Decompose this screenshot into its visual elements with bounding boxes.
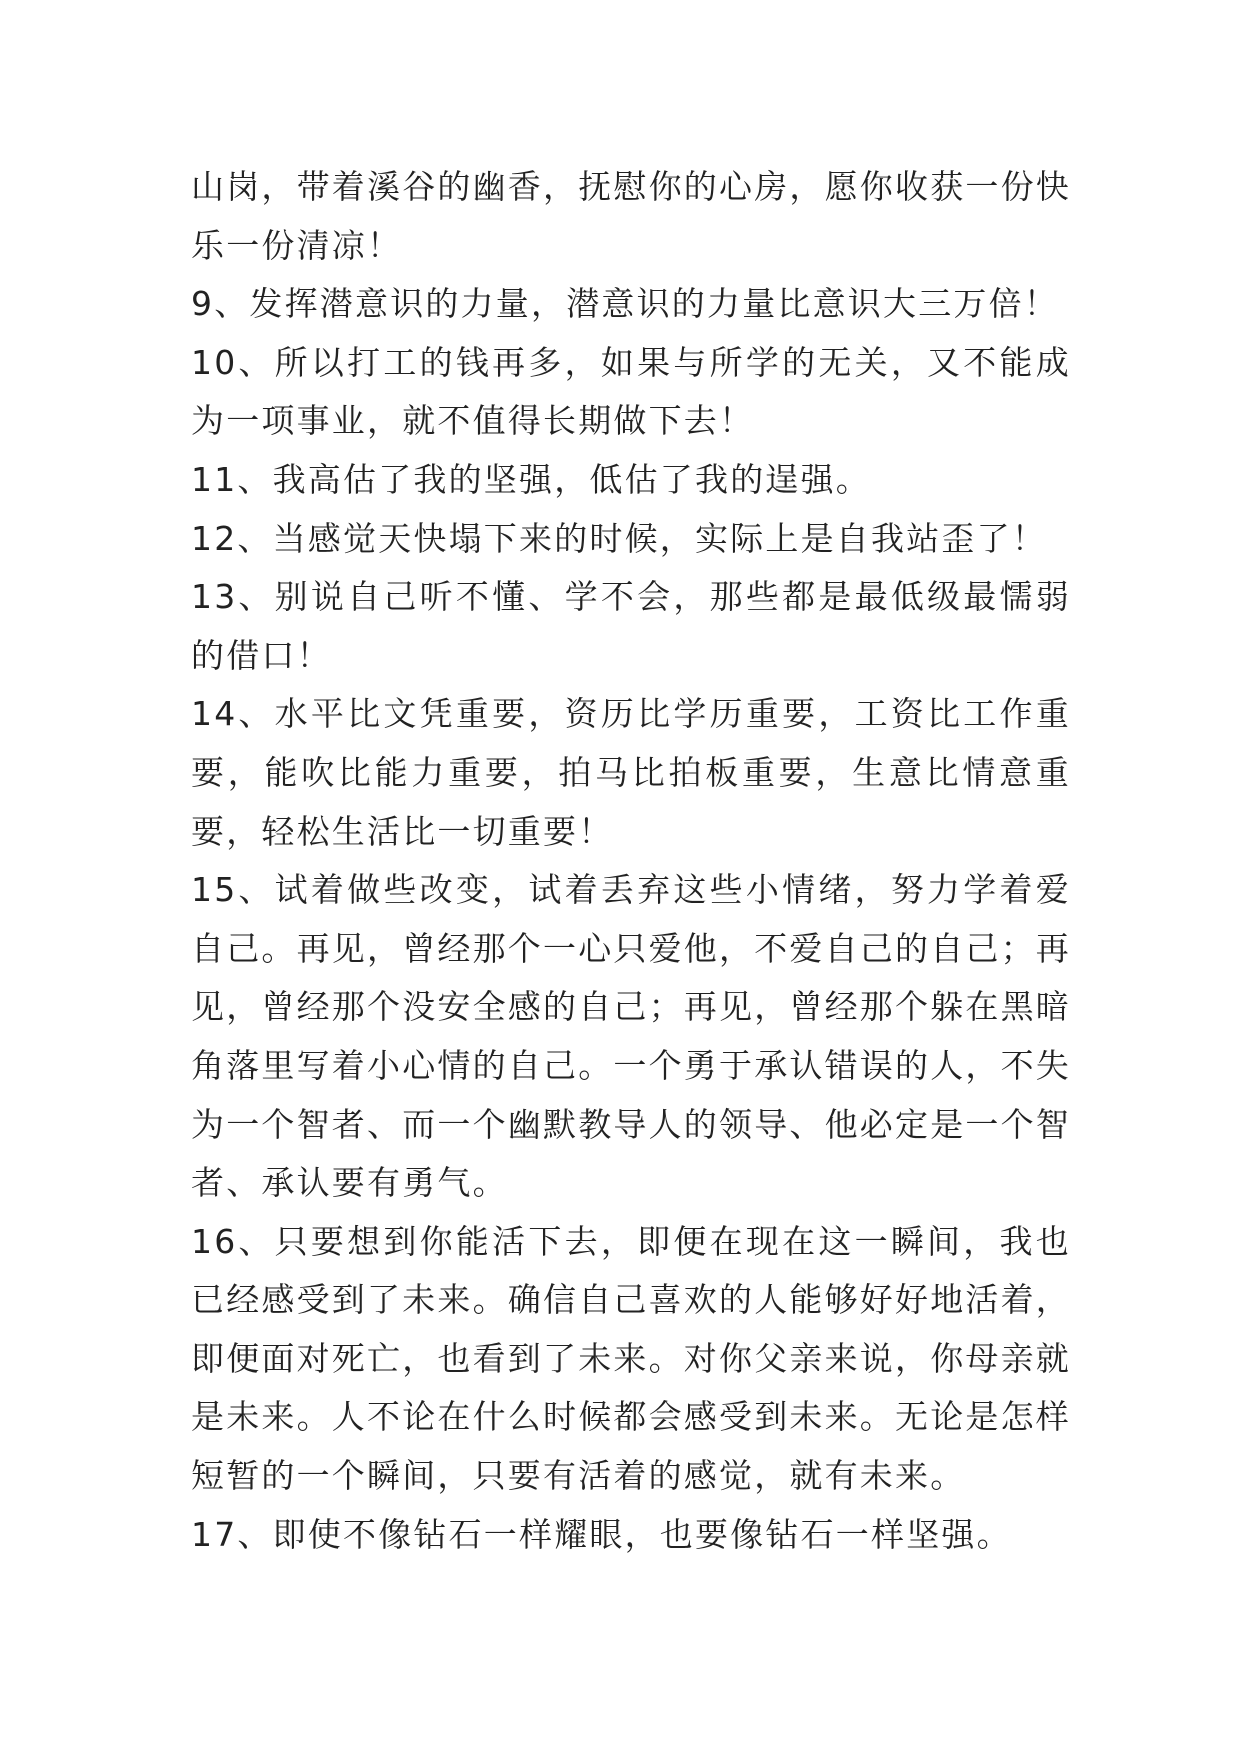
paragraph-item-16: 16、只要想到你能活下去，即便在现在这一瞬间，我也已经感受到了未来。确信自己喜欢的人能够好好地活着，即便面对死亡，也看到了未来。对你父亲来说，你母亲就是未来。人不论在什么时候都会感受到未来。无论是怎样短暂的一个瞬间，只要有活着的感觉，就有未来。 xyxy=(191,1221,1071,1496)
paragraph-item-12: 12、当感觉天快塌下来的时候，实际上是自我站歪了！ xyxy=(191,518,1047,558)
paragraph-item-10: 10、所以打工的钱再多，如果与所学的无关，又不能成为一项事业，就不值得长期做下去！ xyxy=(191,342,1071,441)
paragraph-continuation: 山岗，带着溪谷的幽香，抚慰你的心房，愿你收获一份快乐一份清凉！ xyxy=(191,167,1071,265)
paragraph-item-9: 9、发挥潜意识的力量，潜意识的力量比意识大三万倍！ xyxy=(191,284,1059,324)
paragraph-item-11: 11、我高估了我的坚强，低估了我的逞强。 xyxy=(191,459,871,499)
document-body xyxy=(191,158,1071,1564)
paragraph-item-15: 15、试着做些改变，试着丢弃这些小情绪，努力学着爱自己。再见，曾经那个一心只爱他，不爱自己的自己；再见，曾经那个没安全感的自己；再见，曾经那个躲在黑暗角落里写着小心情的自己。一个勇于承认错误的人，不失为一个智者、而一个幽默教导人的领导、他必定是一个智者、承认要有勇气。 xyxy=(191,870,1071,1203)
paragraph-item-17: 17、即使不像钻石一样耀眼，也要像钻石一样坚强。 xyxy=(191,1514,1012,1554)
paragraph-item-13: 13、别说自己听不懂、学不会，那些都是最低级最懦弱的借口！ xyxy=(191,577,1071,675)
paragraph-item-14: 14、水平比文凭重要，资历比学历重要，工资比工作重要，能吹比能力重要，拍马比拍板重要，生意比情意重要，轻松生活比一切重要！ xyxy=(191,694,1071,851)
